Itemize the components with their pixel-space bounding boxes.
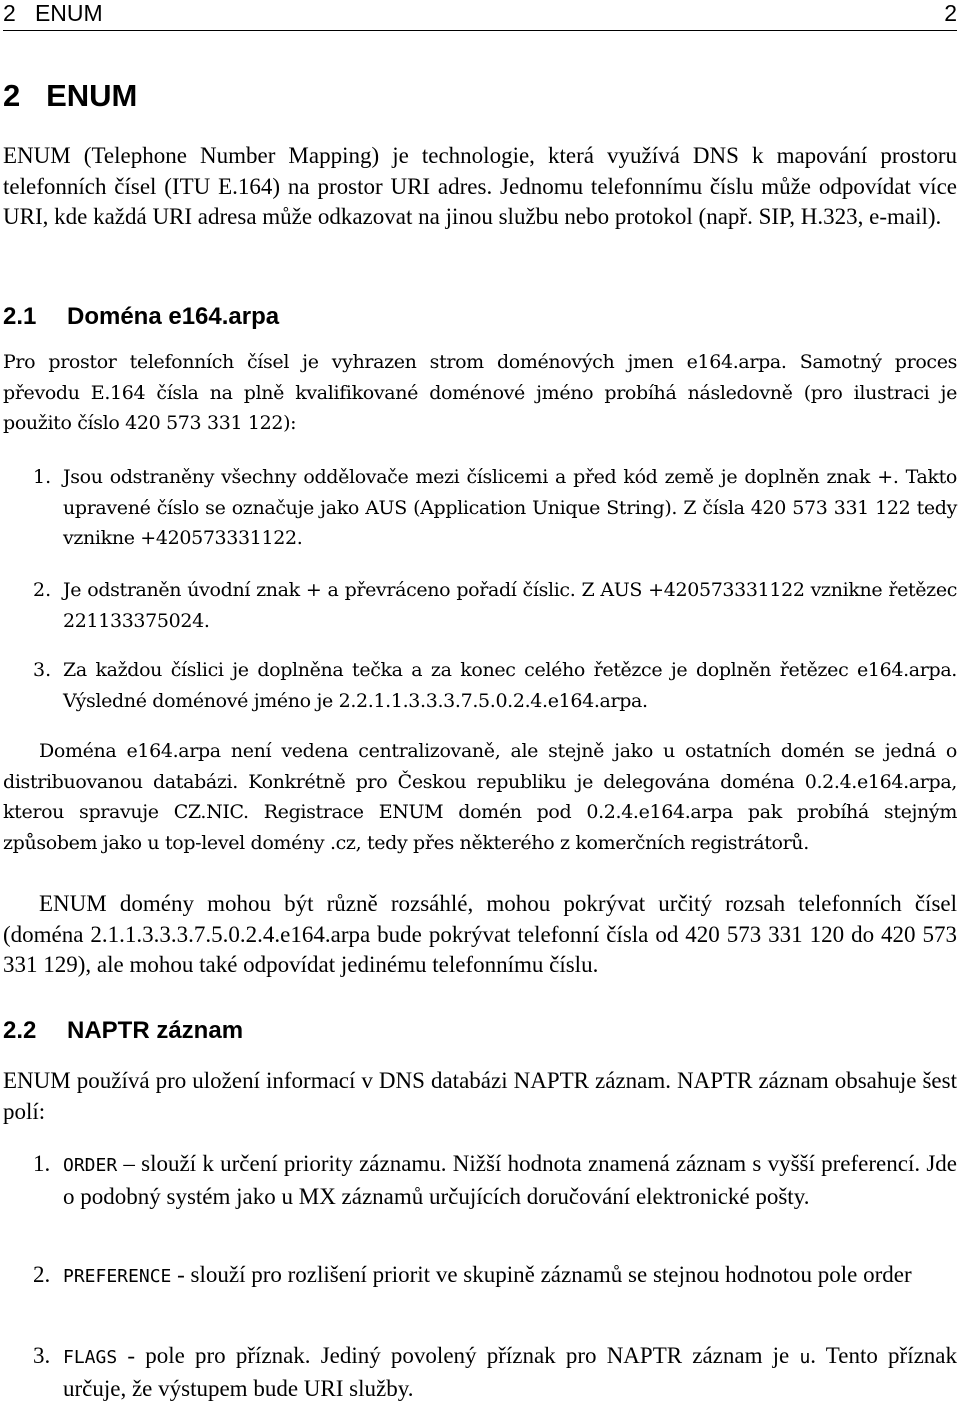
list-item-text: Jsou odstraněny všechny oddělovače mezi číslicemi a před kód země je doplněn znak +. Takto upravené číslo se označuje jako AUS (Application Unique String). Z čísla 420 573 331 122 tedy vznikne +420573331122.: [63, 466, 957, 550]
header-page-number: 2: [944, 0, 957, 26]
flag-value-code: u: [799, 1347, 811, 1368]
field-description-continued: . Tento příznak určuje, že výstupem bude URI služby.: [63, 1343, 957, 1401]
section-2-2-paragraph-1: ENUM používá pro uložení informací v DNS databázi NAPTR záznam. NAPTR záznam obsahuje šest polí:: [3, 1068, 957, 1124]
list-item: [33, 1149, 957, 1212]
list-item: [33, 575, 957, 636]
list-marker: 2.: [33, 579, 52, 601]
list-item: [33, 1260, 957, 1293]
section-2-1-paragraph-2: Doména e164.arpa není vedena centralizovaně, ale stejně jako u ostatních domén se jedná o distribuovanou databázi. Konkrétně pro Českou republiku je delegována doména 0.2.4.e164.arpa, kterou spravuje CZ.NIC. Registrace ENUM domén pod 0.2.4.e164.arpa pak probíhá stejným způsobem jako u top-level domény .cz, tedy přes některého z komerčních registrátorů.: [3, 740, 957, 854]
field-description: - slouží pro rozlišení priorit ve skupině záznamů se stejnou hodnotou pole order: [171, 1262, 912, 1287]
list-item-text: [63, 1341, 957, 1404]
list-item-text: [63, 1260, 957, 1293]
list-marker: 3.: [33, 1343, 51, 1368]
list-marker: 1.: [33, 466, 52, 488]
intro-paragraph: ENUM (Telephone Number Mapping) je technologie, která využívá DNS k mapování prostoru telefonních čísel (ITU E.164) na prostor URI adres. Jednomu telefonnímu číslu může odpovídat více URI, kde každá URI adresa může odkazovat na jinou službu nebo protokol (např. SIP, H.323, e-mail).: [3, 143, 957, 230]
list-marker: 3.: [33, 659, 52, 681]
section-2-1-paragraph-3: ENUM domény mohou být různě rozsáhlé, mohou pokrývat určitý rozsah telefonních čísel (doména 2.1.1.3.3.3.7.5.0.2.4.e164.arpa bude pokrývat telefonní čísla od 420 573 331 120 do 420 573 331 129), ale mohou také odpovídat jedinému telefonnímu číslu.: [3, 891, 957, 978]
field-name-code: FLAGS: [63, 1347, 118, 1368]
list-item: [33, 462, 957, 554]
list-item: [33, 1341, 957, 1404]
header-rule: [3, 30, 957, 31]
section-heading-2-2: [3, 1016, 243, 1046]
section-title: NAPTR záznam: [67, 1017, 244, 1044]
section-2-1-paragraph-1: Pro prostor telefonních čísel je vyhrazen strom doménových jmen e164.arpa. Samotný proces převodu E.164 čísla na plně kvalifikované doménové jméno probíhá následovně (pro ilustraci je použito číslo 420 573 331 122):: [3, 351, 957, 435]
field-name-code: PREFERENCE: [63, 1266, 172, 1287]
header-chapter: 2 ENUM: [3, 0, 103, 26]
field-description: - pole pro příznak. Jediný povolený příznak pro NAPTR záznam je: [117, 1343, 800, 1368]
list-item-text: [63, 1149, 957, 1212]
section-number: 2.2: [3, 1017, 37, 1044]
list-item-text: Je odstraněn úvodní znak + a převráceno pořadí číslic. Z AUS +420573331122 vznikne řetězec 221133375024.: [63, 579, 957, 632]
list-marker: 2.: [33, 1262, 51, 1287]
chapter-title: 2 ENUM: [3, 78, 138, 113]
section-number: 2.1: [3, 303, 37, 330]
list-item-text: Za každou číslici je doplněna tečka a za konec celého řetězce je doplněn řetězec e164.arpa. Výsledné doménové jméno je 2.2.1.1.3.3.3.7.5.0.2.4.e164.arpa.: [63, 659, 957, 712]
list-item: [33, 655, 957, 716]
list-marker: 1.: [33, 1151, 51, 1176]
field-description: – slouží k určení priority záznamu. Nižší hodnota znamená záznam s vyšší preferencí. Jde o podobný systém jako u MX záznamů určujících doručování elektronické pošty.: [63, 1151, 957, 1209]
section-heading-2-1: [3, 302, 279, 332]
field-name-code: ORDER: [63, 1155, 118, 1176]
running-header: [3, 0, 957, 26]
section-title: Doména e164.arpa: [67, 303, 280, 330]
